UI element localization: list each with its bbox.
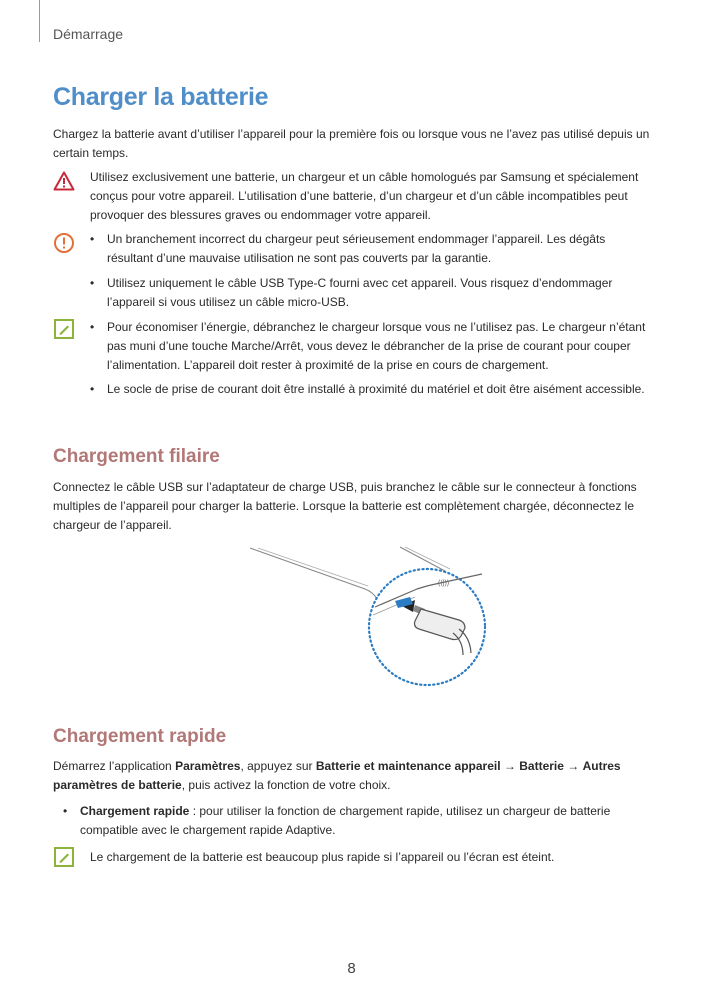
wired-paragraph: Connectez le câble USB sur l’adaptateur de charge USB, puis branchez le câble sur le connecteur à fonctions multiples de l’appareil pour charger la batterie. Lorsque la batterie est complètement chargée, déconnectez le chargeur de l’appareil. <box>53 480 637 532</box>
warning-triangle-icon <box>53 171 75 191</box>
page-title: Charger la batterie <box>53 83 269 111</box>
charging-illustration <box>245 545 495 695</box>
settings-app-name: Paramètres <box>175 759 241 773</box>
menu-path-other-settings: Autres paramètres de batterie <box>53 759 621 792</box>
caution-item: Un branchement incorrect du chargeur peut sérieusement endommager l’appareil. Les dégâts résultant d’une mauvaise utilisation ne sont pas couverts par la garantie. <box>107 232 606 265</box>
intro-paragraph: Chargez la batterie avant d’utiliser l’appareil pour la première fois ou lorsque vous ne l’avez pas utilisé depuis un certain temps. <box>53 127 650 160</box>
section-heading-wired: Chargement filaire <box>53 446 220 467</box>
note-item: Pour économiser l’énergie, débranchez le chargeur lorsque vous ne l’utilisez pas. Le chargeur n’étant pas muni d’une touche Marche/Arrêt, vous devez le débrancher de la prise de courant pour couper l’alimentation. L’appareil doit rester à proximité de la prise en cours de chargement. <box>107 320 646 372</box>
bullet-marker: • <box>90 382 95 396</box>
page-margin-rule <box>39 0 40 42</box>
page-number: 8 <box>347 960 356 977</box>
fast-note-text: Le chargement de la batterie est beaucoup plus rapide si l’appareil ou l’écran est éteint. <box>90 850 555 864</box>
bullet-marker: • <box>90 276 95 290</box>
bullet-marker: • <box>90 320 95 334</box>
bullet-marker: • <box>90 232 95 246</box>
note-pencil-icon <box>53 846 75 868</box>
bullet-marker: • <box>63 804 68 818</box>
caution-item: Utilisez uniquement le câble USB Type-C fourni avec cet appareil. Vous risquez d’endommager l’appareil si vous utilisez un câble micro-USB. <box>107 276 613 309</box>
menu-path-battery: Batterie <box>519 759 564 773</box>
note-item: Le socle de prise de courant doit être installé à proximité du matériel et doit être aisément accessible. <box>107 382 645 396</box>
svg-text:((|)): ((|)) <box>438 580 450 587</box>
section-heading-fast: Chargement rapide <box>53 726 227 747</box>
section-header: Démarrage <box>53 26 124 42</box>
warning-text: Utilisez exclusivement une batterie, un chargeur et un câble homologués par Samsung et spécialement conçus pour votre appareil. L’utilisation d’une batterie, d’un chargeur et d’un câble incompatibles peut provoquer des blessures graves ou endommager votre appareil. <box>90 170 639 222</box>
caution-circle-icon <box>53 232 75 254</box>
note-pencil-icon <box>53 318 75 340</box>
fast-charging-item: Chargement rapide : pour utiliser la fonction de chargement rapide, utilisez un chargeur de batterie compatible avec le chargement rapide Adaptive. <box>80 804 611 837</box>
fast-paragraph: Démarrez l’application Paramètres, appuyez sur Batterie et maintenance appareil → Batterie → Autres paramètres de batterie, puis activez la fonction de votre choix. <box>53 759 621 792</box>
menu-path-battery-maintenance: Batterie et maintenance appareil <box>315 759 501 773</box>
